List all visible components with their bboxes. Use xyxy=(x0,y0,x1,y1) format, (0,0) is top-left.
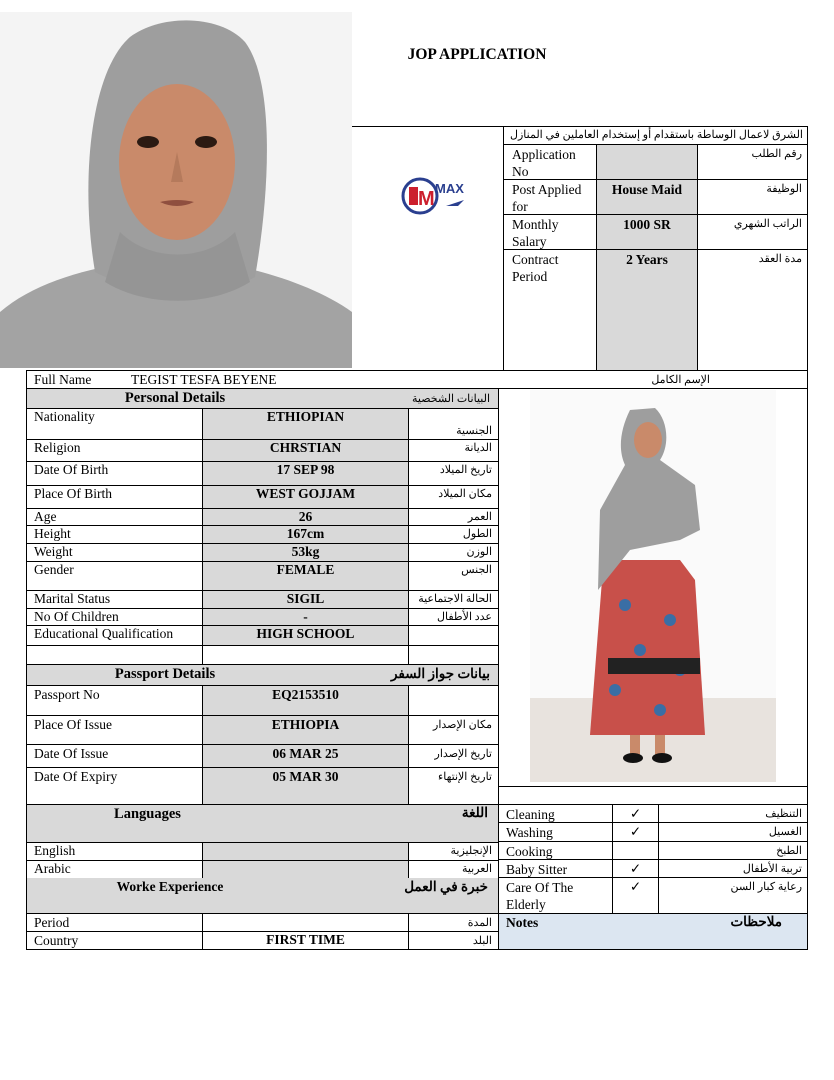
application-no-label: Application No xyxy=(512,147,576,179)
personal-row-label: Religion xyxy=(34,440,81,455)
post-label: Post Applied for xyxy=(512,182,582,214)
personal-row-ar: الوزن xyxy=(466,546,492,558)
experience-title: Worke Experience xyxy=(116,879,224,894)
personal-title: Personal Details xyxy=(124,390,226,406)
personal-title-ar: البيانات الشخصية xyxy=(412,393,490,405)
salary-ar: الراتب الشهري xyxy=(733,218,802,230)
personal-row-ar: الحالة الاجتماعية xyxy=(418,593,492,605)
language-row-label: Arabic xyxy=(34,861,71,876)
languages-title: Languages xyxy=(114,806,181,822)
page-title: JOP APPLICATION xyxy=(407,46,547,63)
contract-value: 2 Years xyxy=(626,252,668,267)
passport-row-ar: تاريخ الإصدار xyxy=(434,748,492,760)
personal-row-ar: تاريخ الميلاد xyxy=(439,464,492,476)
personal-row-ar: الطول xyxy=(462,528,492,540)
personal-row-value: - xyxy=(303,609,308,624)
experience-title-ar: خبرة في العمل xyxy=(404,879,488,894)
skill-row-ar: تربية الأطفال xyxy=(742,863,802,875)
post-ar: الوظيفة xyxy=(766,183,802,195)
language-row-ar: الإنجليزية xyxy=(450,845,492,857)
company-name-ar: الشرق لاعمال الوساطة باستقدام أو إستخدام العاملين في المنازل xyxy=(510,129,803,141)
skill-check: ✓ xyxy=(629,861,642,876)
passport-row-value: 05 MAR 30 xyxy=(272,769,339,784)
period-label: Period xyxy=(34,915,70,930)
personal-row-label: Height xyxy=(34,526,71,541)
skill-row-label: Care Of The Elderly xyxy=(506,880,574,912)
skill-check: ✓ xyxy=(629,879,642,894)
logo-text: MAX xyxy=(435,181,464,196)
passport-row-label: Date Of Expiry xyxy=(34,769,118,784)
personal-row-value: ETHIOPIAN xyxy=(266,409,345,424)
country-label: Country xyxy=(34,933,79,948)
passport-row-ar: تاريخ الإنتهاء xyxy=(438,771,492,783)
post-value: House Maid xyxy=(611,182,683,197)
skill-row-label: Baby Sitter xyxy=(506,862,568,877)
skill-row-label: Cooking xyxy=(506,844,553,859)
personal-row-label: Weight xyxy=(34,544,73,559)
passport-row-label: Passport No xyxy=(34,687,100,702)
personal-row-value: 26 xyxy=(298,509,313,524)
fullname-value: TEGIST TESFA BEYENE xyxy=(131,372,277,387)
application-no-ar: رقم الطلب xyxy=(751,148,802,160)
personal-row-value: WEST GOJJAM xyxy=(255,486,356,501)
passport-row-ar: مكان الإصدار xyxy=(433,719,492,731)
languages-title-ar: اللغة xyxy=(461,805,488,820)
personal-row-ar: العمر xyxy=(467,511,492,523)
contract-ar: مدة العقد xyxy=(758,253,802,265)
skill-row-ar: رعاية كبار السن xyxy=(730,881,802,893)
portrait-illustration xyxy=(0,12,352,368)
skill-check: ✓ xyxy=(629,806,642,821)
personal-row-label: Gender xyxy=(34,562,74,577)
personal-row-value: CHRSTIAN xyxy=(269,440,342,455)
personal-row-label: Age xyxy=(34,509,57,524)
full-body-photo xyxy=(530,390,776,782)
personal-row-ar: عدد الأطفال xyxy=(437,611,492,623)
skill-row-label: Cleaning xyxy=(506,807,555,822)
portrait-photo xyxy=(0,12,352,368)
personal-row-value: FEMALE xyxy=(276,562,335,577)
passport-row-label: Place Of Issue xyxy=(34,717,112,732)
fullname-ar: الإسم الكامل xyxy=(651,374,710,386)
personal-row-value: 53kg xyxy=(291,544,320,559)
passport-title: Passport Details xyxy=(114,666,216,682)
personal-row-ar: الجنس xyxy=(461,564,492,576)
passport-title-ar: بيانات جواز السفر xyxy=(390,666,490,681)
language-row-ar: العربية xyxy=(461,863,492,875)
country-ar: البلد xyxy=(472,935,492,947)
personal-row-label: Educational Qualification xyxy=(34,626,174,641)
notes-ar: ملاحظات xyxy=(730,914,782,929)
personal-row-value: HIGH SCHOOL xyxy=(256,626,355,641)
language-row-label: English xyxy=(34,843,76,858)
personal-row-label: Marital Status xyxy=(34,591,111,606)
experience-value: FIRST TIME xyxy=(266,932,345,947)
personal-row-value: SIGIL xyxy=(286,591,325,606)
contract-label: Contract Period xyxy=(512,252,559,284)
passport-row-value: 06 MAR 25 xyxy=(272,746,339,761)
skill-row-label: Washing xyxy=(506,825,553,840)
personal-row-ar: مكان الميلاد xyxy=(438,488,492,500)
personal-row-label: Date Of Birth xyxy=(34,462,109,477)
passport-row-label: Date Of Issue xyxy=(34,746,109,761)
salary-value: 1000 SR xyxy=(623,217,671,232)
company-logo xyxy=(400,170,468,222)
personal-row-label: Nationality xyxy=(34,409,95,424)
logo-icon xyxy=(400,170,468,222)
personal-row-label: No Of Children xyxy=(34,609,119,624)
fullname-label: Full Name xyxy=(34,372,92,387)
skill-check: ✓ xyxy=(629,824,642,839)
passport-row-value: EQ2153510 xyxy=(272,687,339,702)
passport-row-value: ETHIOPIA xyxy=(271,717,340,732)
personal-row-value: 17 SEP 98 xyxy=(276,462,335,477)
personal-row-label: Place Of Birth xyxy=(34,486,112,501)
personal-row-ar: الجنسية xyxy=(456,425,492,437)
period-ar: المدة xyxy=(467,917,492,929)
skill-row-ar: التنظيف xyxy=(765,808,802,820)
svg-text:M: M xyxy=(418,188,435,210)
notes-label: Notes xyxy=(506,915,539,930)
salary-label: Monthly Salary xyxy=(512,217,559,249)
personal-row-value: 167cm xyxy=(286,526,325,541)
full-body-illustration xyxy=(530,390,776,782)
personal-row-ar: الديانة xyxy=(464,442,492,454)
skill-row-ar: الطبخ xyxy=(776,845,802,857)
skill-row-ar: الغسيل xyxy=(768,826,802,838)
